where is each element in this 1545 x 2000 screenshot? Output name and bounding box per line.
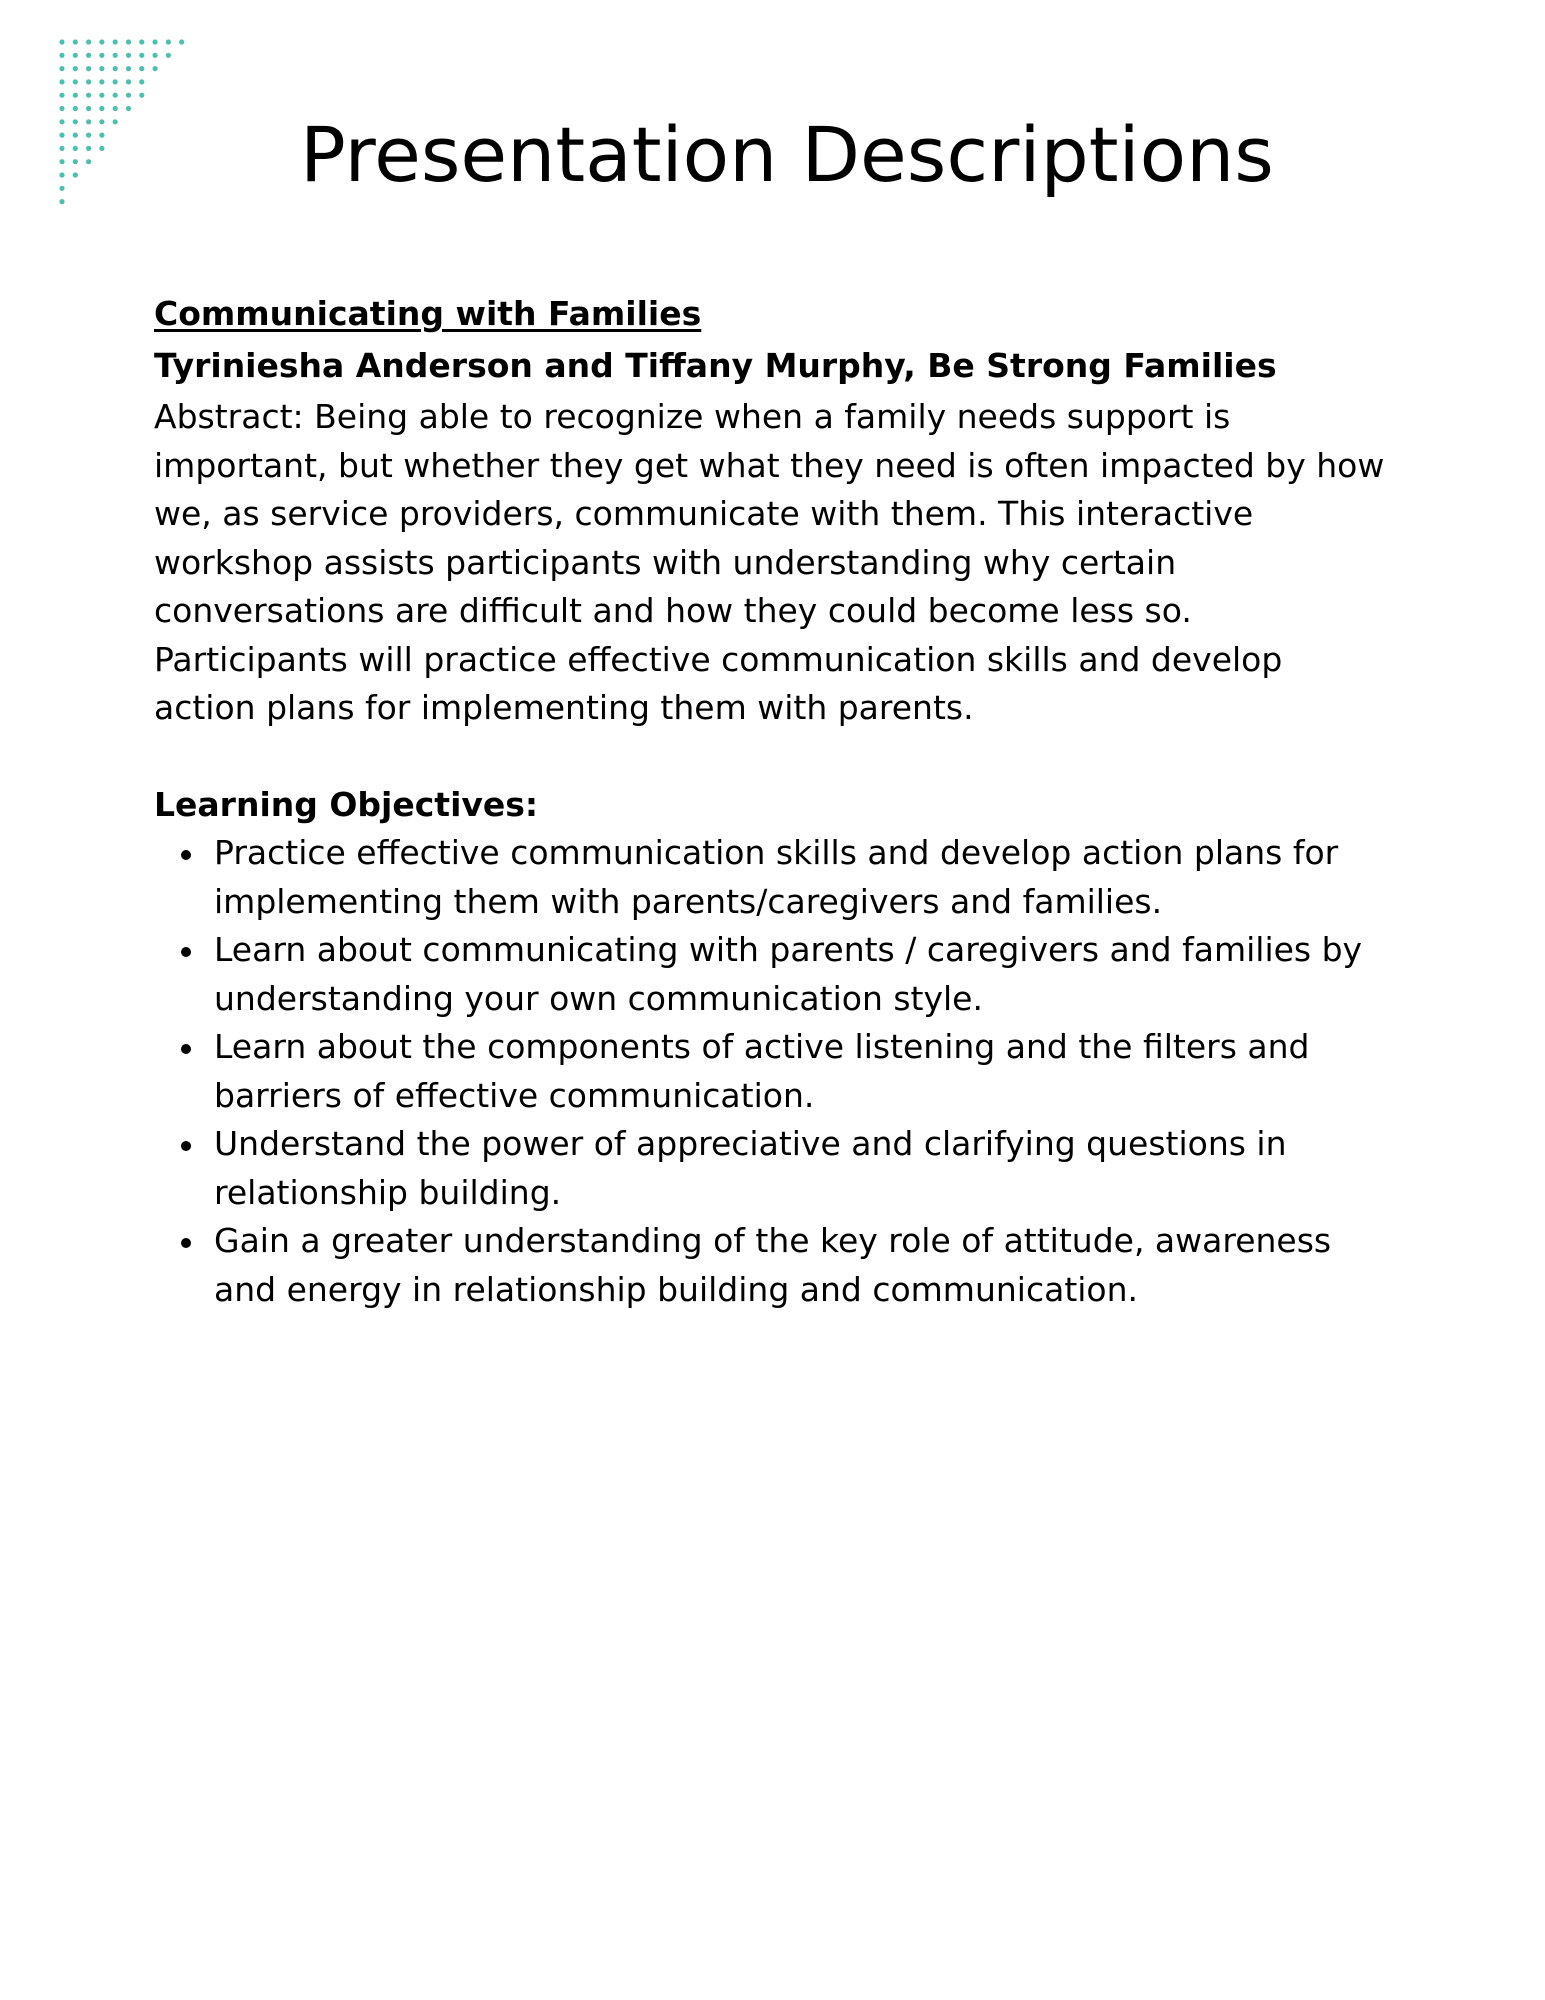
pattern-dot — [73, 146, 78, 151]
pattern-dot — [113, 106, 118, 111]
session-abstract: Abstract: Being able to recognize when a family needs support is important, but whether they get what they need is often impacted by how we, as service providers, communicate with them. This interactive workshop assists participants with understanding why certain conversations are difficult and how they could become less so. Participants will practice effective communication skills and develop action plans for implementing them with parents. — [154, 397, 1385, 727]
pattern-dot — [139, 79, 144, 84]
pattern-dot — [86, 146, 91, 151]
objective-text: Learn about the components of active listening and the filters and barriers of effective communication. — [214, 1027, 1310, 1115]
bullet-icon — [181, 850, 191, 860]
page-title: Presentation Descriptions — [300, 110, 1274, 199]
pattern-dot — [126, 93, 131, 98]
pattern-dot — [59, 93, 64, 98]
objective-item — [214, 1217, 1394, 1314]
pattern-dot — [139, 53, 144, 58]
pattern-dot — [59, 66, 64, 71]
pattern-dot — [139, 66, 144, 71]
pattern-dot — [99, 93, 104, 98]
pattern-dot — [126, 39, 131, 44]
pattern-dot — [73, 93, 78, 98]
pattern-dot — [126, 66, 131, 71]
pattern-dot — [59, 119, 64, 124]
pattern-dot — [73, 119, 78, 124]
objective-item — [214, 926, 1394, 1023]
pattern-dot — [153, 39, 158, 44]
pattern-dot — [166, 53, 171, 58]
pattern-dot — [99, 53, 104, 58]
pattern-dot — [179, 39, 184, 44]
pattern-dot — [126, 79, 131, 84]
pattern-dot — [99, 133, 104, 138]
pattern-dot — [99, 39, 104, 44]
pattern-dot — [73, 66, 78, 71]
pattern-dot — [153, 66, 158, 71]
pattern-dot — [126, 106, 131, 111]
pattern-dot — [59, 53, 64, 58]
objective-item — [214, 1023, 1394, 1120]
pattern-dot — [126, 53, 131, 58]
pattern-dot — [86, 106, 91, 111]
pattern-dot — [113, 39, 118, 44]
pattern-dot — [59, 199, 64, 204]
pattern-dot — [113, 66, 118, 71]
pattern-dot — [73, 106, 78, 111]
pattern-dot — [59, 172, 64, 177]
pattern-dot — [139, 39, 144, 44]
pattern-dot — [113, 93, 118, 98]
pattern-dot — [86, 133, 91, 138]
pattern-dot — [59, 106, 64, 111]
pattern-dot — [59, 186, 64, 191]
bullet-icon — [181, 1238, 191, 1248]
session-title: Communicating with Families — [154, 294, 702, 333]
bullet-icon — [181, 1141, 191, 1151]
pattern-dot — [99, 119, 104, 124]
pattern-dot — [139, 93, 144, 98]
objectives-list — [154, 829, 1394, 1314]
objective-text: Understand the power of appreciative and clarifying questions in relationship building. — [214, 1124, 1287, 1212]
pattern-dot — [86, 53, 91, 58]
pattern-dot — [86, 39, 91, 44]
pattern-dot — [99, 66, 104, 71]
pattern-dot — [73, 172, 78, 177]
pattern-dot — [73, 159, 78, 164]
session-description — [154, 290, 1394, 1314]
pattern-dot — [73, 39, 78, 44]
objective-text: Gain a greater understanding of the key role of attitude, awareness and energy in relationship building and communication. — [214, 1221, 1332, 1309]
pattern-dot — [166, 39, 171, 44]
objective-item — [214, 829, 1394, 926]
pattern-dot — [113, 119, 118, 124]
pattern-dot — [59, 146, 64, 151]
pattern-dot — [73, 79, 78, 84]
pattern-dot — [59, 79, 64, 84]
bullet-icon — [181, 1044, 191, 1054]
pattern-dot — [113, 79, 118, 84]
dot-pattern-icon — [58, 38, 238, 208]
pattern-dot — [73, 133, 78, 138]
pattern-dot — [59, 133, 64, 138]
pattern-dot — [99, 146, 104, 151]
pattern-dot — [59, 159, 64, 164]
pattern-dot — [86, 79, 91, 84]
pattern-dot — [73, 53, 78, 58]
pattern-dot — [113, 53, 118, 58]
pattern-dot — [99, 79, 104, 84]
pattern-dot — [86, 93, 91, 98]
bullet-icon — [181, 947, 191, 957]
objectives-heading: Learning Objectives: — [154, 784, 539, 824]
pattern-dot — [86, 119, 91, 124]
pattern-dot — [86, 66, 91, 71]
objective-text: Learn about communicating with parents / caregivers and families by understanding your own communication style. — [214, 930, 1363, 1018]
pattern-dot — [86, 159, 91, 164]
session-presenters: Tyriniesha Anderson and Tiffany Murphy, Be Strong Families — [154, 345, 1277, 385]
pattern-dot — [59, 39, 64, 44]
pattern-dot — [99, 106, 104, 111]
pattern-dot — [153, 53, 158, 58]
objective-text: Practice effective communication skills and develop action plans for implementing them with parents/caregivers and families. — [214, 833, 1339, 921]
objective-item — [214, 1120, 1394, 1217]
